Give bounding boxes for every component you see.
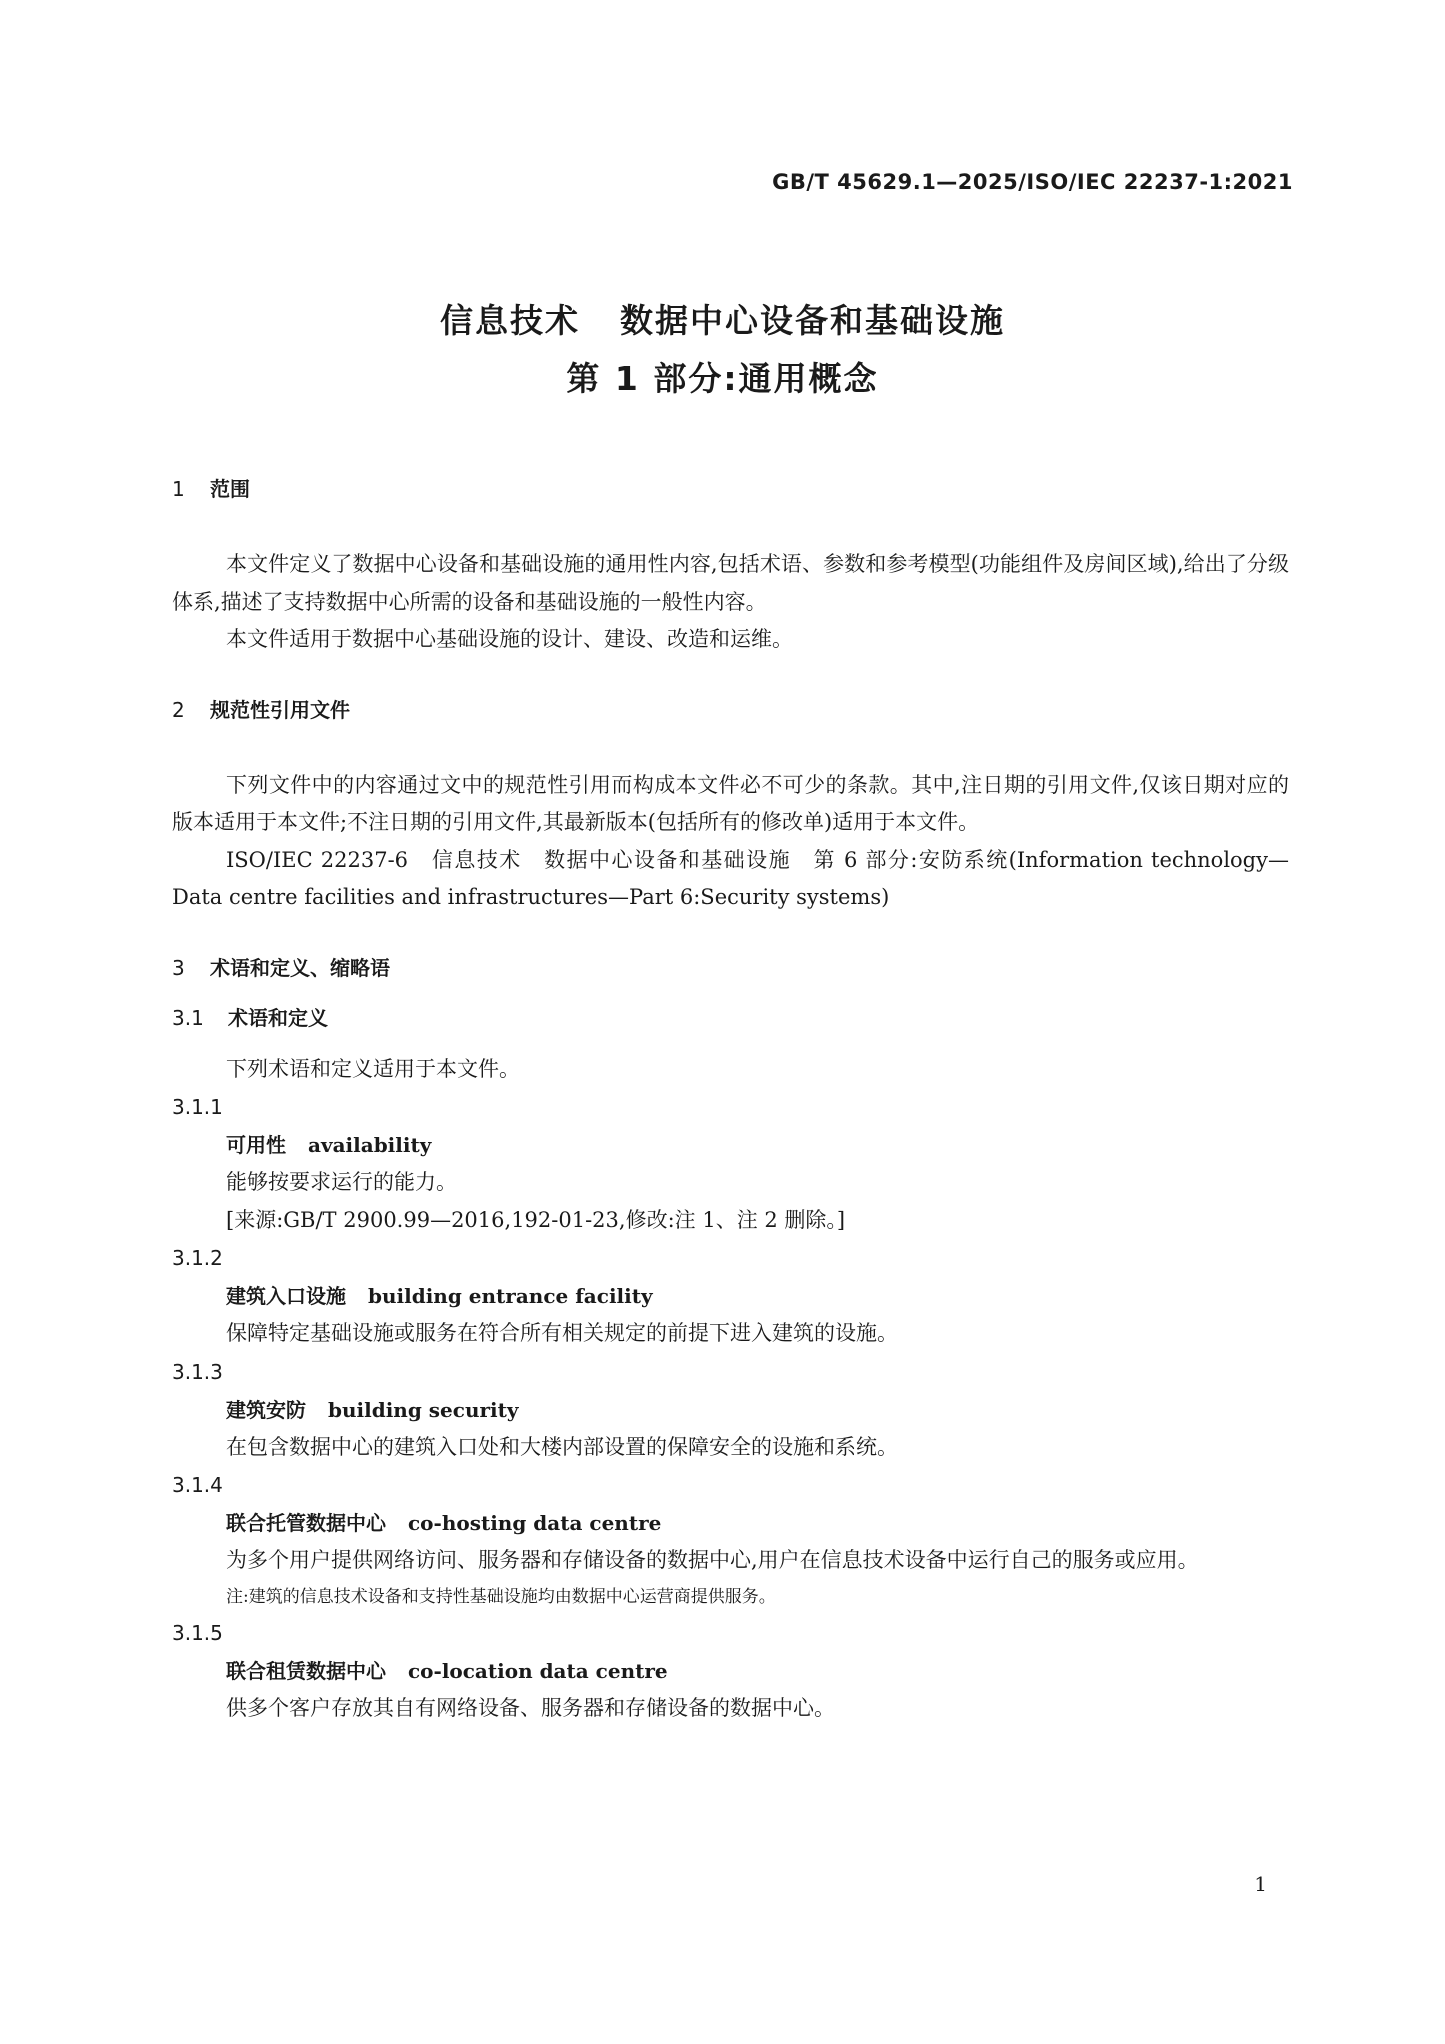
- scope-paragraph-1: 本文件定义了数据中心设备和基础设施的通用性内容,包括术语、参数和参考模型(功能组件及房间区域),给出了分级体系,描述了支持数据中心所需的设备和基础设施的一般性内容。: [172, 552, 1289, 614]
- term-definition: 供多个客户存放其自有网络设备、服务器和存储设备的数据中心。: [226, 1695, 835, 1720]
- term-number: 3.1.5: [172, 1620, 223, 1645]
- subsection-3-1-heading: [172, 1001, 1289, 1035]
- term-name: [172, 1277, 1289, 1315]
- term-zh: 联合租赁数据中心: [226, 1658, 386, 1683]
- document-body: [172, 472, 1289, 1727]
- term-note: 注:建筑的信息技术设备和支持性基础设施均由数据中心运营商提供服务。: [226, 1586, 776, 1607]
- title-line-1: [0, 292, 1445, 350]
- term-zh: 建筑入口设施: [226, 1284, 346, 1308]
- title-line-2: 第 1 部分:通用概念: [566, 359, 879, 398]
- section-number: 1: [172, 477, 185, 501]
- section-title: 术语和定义、缩略语: [210, 955, 390, 980]
- term-number: 3.1.4: [172, 1473, 223, 1497]
- term-zh: 建筑安防: [226, 1397, 306, 1422]
- term-entry: [172, 1466, 1289, 1614]
- section-number: 2: [172, 697, 185, 722]
- term-en: building security: [328, 1397, 519, 1422]
- term-en: building entrance facility: [368, 1284, 653, 1308]
- standard-number: GB/T 45629.1—2025/ISO/IEC 22237-1:2021: [772, 170, 1293, 194]
- term-name: [172, 1391, 1289, 1429]
- term-definition: 能够按要求运行的能力。: [226, 1170, 457, 1194]
- term-name: [172, 1652, 1289, 1690]
- subsection-number: 3.1: [172, 1005, 204, 1030]
- section-2-heading: [172, 693, 1289, 727]
- title-part-b: 数据中心设备和基础设施: [620, 301, 1005, 340]
- section-3-heading: [172, 951, 1289, 985]
- term-entry: [172, 1614, 1289, 1728]
- term-number: 3.1.1: [172, 1095, 223, 1119]
- references-paragraph-2: ISO/IEC 22237-6 信息技术 数据中心设备和基础设施 第 6 部分:安防系统(Information technology—Data centre facilities and infrastructures—Part 6:Security systems): [172, 847, 1289, 909]
- section-1-heading: [172, 472, 1289, 506]
- section-number: 3: [172, 955, 185, 980]
- term-name: [172, 1126, 1289, 1164]
- section-title: 范围: [210, 477, 250, 501]
- section-title: 规范性引用文件: [210, 697, 350, 722]
- term-en: co-location data centre: [408, 1658, 668, 1683]
- term-definition: 为多个用户提供网络访问、服务器和存储设备的数据中心,用户在信息技术设备中运行自己的服务或应用。: [226, 1548, 1199, 1572]
- page-number: 1: [1254, 1872, 1267, 1896]
- references-paragraph-1: 下列文件中的内容通过文中的规范性引用而构成本文件必不可少的条款。其中,注日期的引用文件,仅该日期对应的版本适用于本文件;不注日期的引用文件,其最新版本(包括所有的修改单)适用于本文件。: [172, 772, 1289, 834]
- term-number: 3.1.3: [172, 1359, 223, 1384]
- term-definition: 保障特定基础设施或服务在符合所有相关规定的前提下进入建筑的设施。: [226, 1321, 898, 1345]
- term-entry: [172, 1353, 1289, 1467]
- term-en: co-hosting data centre: [408, 1511, 662, 1535]
- term-en: availability: [308, 1133, 432, 1157]
- subsection-title: 术语和定义: [228, 1005, 328, 1030]
- term-entry: [172, 1088, 1289, 1239]
- title-part-a: 信息技术: [440, 301, 580, 340]
- scope-paragraph-2: 本文件适用于数据中心基础设施的设计、建设、改造和运维。: [226, 627, 793, 651]
- term-number: 3.1.2: [172, 1246, 223, 1270]
- term-definition: 在包含数据中心的建筑入口处和大楼内部设置的保障安全的设施和系统。: [226, 1434, 898, 1459]
- document-title: [0, 292, 1445, 408]
- term-zh: 联合托管数据中心: [226, 1511, 386, 1535]
- term-source: [来源:GB/T 2900.99—2016,192-01-23,修改:注 1、注 2 删除。]: [226, 1207, 846, 1232]
- term-zh: 可用性: [226, 1133, 286, 1157]
- term-name: [172, 1504, 1289, 1542]
- term-entry: [172, 1239, 1289, 1353]
- terms-intro: 下列术语和定义适用于本文件。: [226, 1056, 520, 1081]
